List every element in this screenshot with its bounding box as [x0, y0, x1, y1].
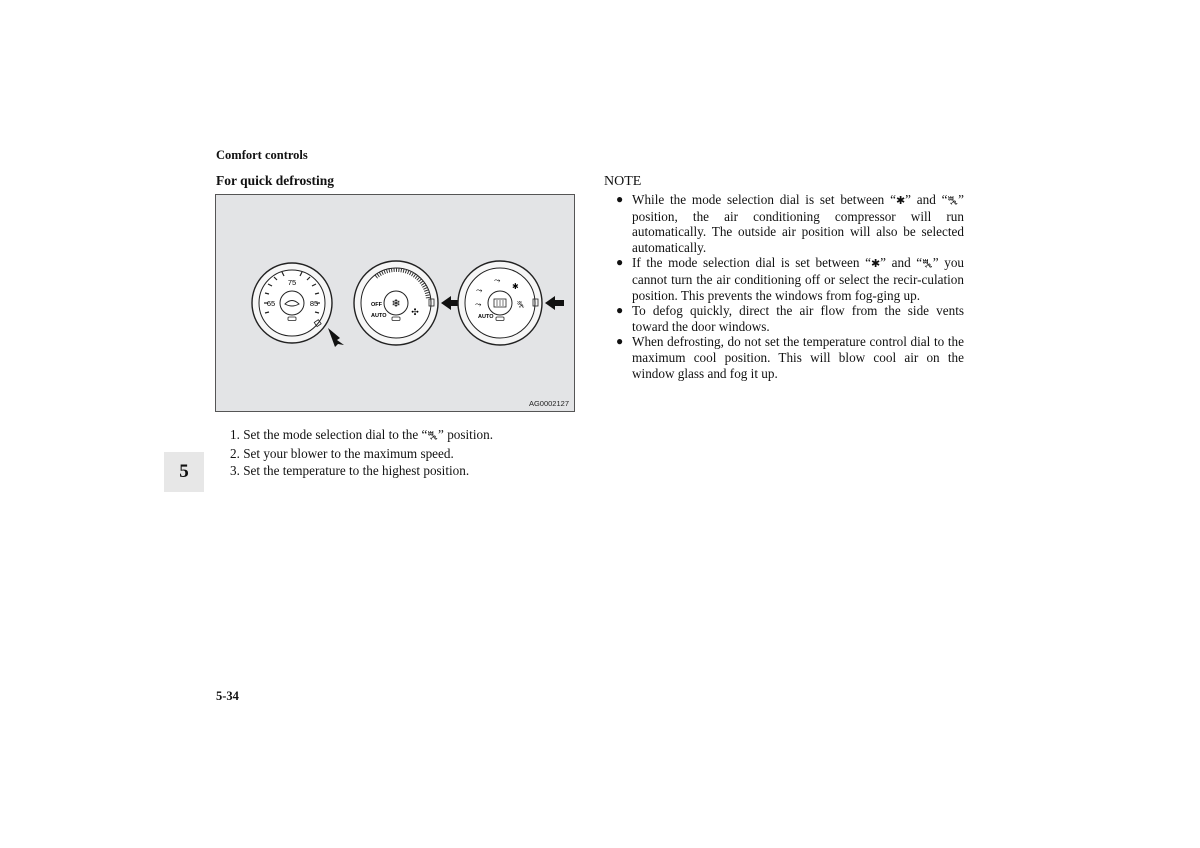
bi-level-icon: ⤳	[494, 276, 501, 285]
note-item: ● While the mode selection dial is set between “✱” and “ꔩ” position, the air conditioning compressor will run automatically. The outside air position will also be selected automatically.	[616, 192, 965, 255]
foot-defrost-icon: ✱	[870, 257, 881, 271]
subsection-heading: For quick defrosting	[216, 173, 335, 188]
control-panel-figure	[215, 194, 575, 412]
note-item: ● To defog quickly, direct the air flow from the side vents toward the door windows.	[616, 303, 964, 334]
foot-defrost-icon: ✱	[895, 194, 906, 207]
pointer-arrow-icon	[545, 296, 564, 310]
step-item: 2. Set your blower to the maximum speed.	[230, 445, 454, 461]
temperature-dial	[252, 263, 344, 347]
fan-icon: ✣	[411, 307, 419, 317]
figure-code: AG0002127	[528, 399, 569, 408]
bullet-icon: ●	[616, 192, 624, 206]
chapter-tab: 5	[164, 452, 204, 492]
note-item: ● If the mode selection dial is set between “✱” and “ꔩ” you cannot turn the air conditioning off or select the recir-culation position. This prevents the windows from fog-ging up.	[616, 255, 965, 303]
foot-defrost-icon: ✱	[512, 282, 519, 291]
defrost-icon: ꔩ	[922, 257, 933, 271]
foot-vent-icon: ⤳	[475, 300, 482, 309]
defrost-icon: ꔩ	[517, 300, 525, 309]
note-list	[616, 192, 964, 381]
bullet-icon: ●	[616, 334, 624, 349]
note-label: NOTE	[604, 174, 642, 189]
note-item: ● When defrosting, do not set the temperature control dial to the maximum cool position. This will blow cool air on the window glass and fog it up.	[616, 334, 964, 381]
climate-control-illustration	[216, 195, 574, 411]
bullet-icon: ●	[616, 255, 624, 270]
face-vent-icon: ⤳	[476, 286, 483, 295]
fan-off-label: OFF	[371, 302, 382, 308]
temp-mid-label: 75	[287, 278, 297, 287]
fan-speed-dial	[354, 261, 460, 345]
temp-low-label: 65	[266, 299, 276, 308]
mode-auto-label: AUTO	[478, 314, 494, 320]
mode-selection-dial	[458, 261, 564, 345]
pointer-arrow-icon	[328, 328, 344, 347]
step-item: 3. Set the temperature to the highest position.	[230, 463, 470, 478]
fan-auto-label: AUTO	[371, 313, 387, 319]
temp-high-label: 85	[309, 299, 319, 308]
step-item: 1. Set the mode selection dial to the “ꔩ” position.	[230, 427, 493, 442]
page-number: 5-34	[216, 689, 239, 703]
pointer-arrow-icon	[441, 296, 460, 310]
ac-snowflake-icon: ❄	[391, 298, 401, 310]
instruction-steps	[230, 426, 493, 480]
bullet-icon: ●	[616, 303, 624, 318]
section-header: Comfort controls	[216, 148, 308, 162]
defrost-icon: ꔩ	[947, 194, 959, 207]
defrost-icon: ꔩ	[427, 429, 439, 442]
